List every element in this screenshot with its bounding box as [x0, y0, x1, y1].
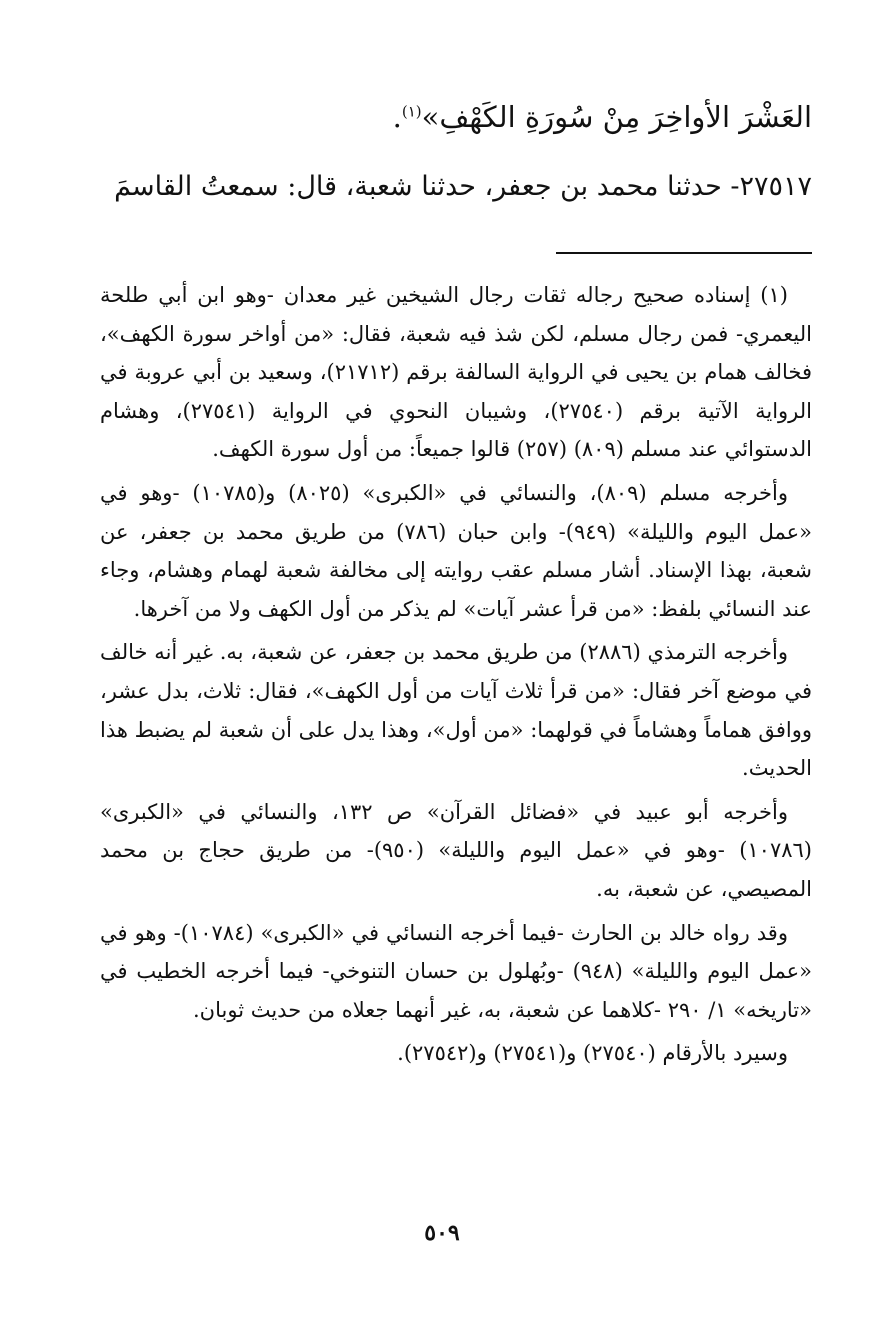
main-text-line-1-end: . [392, 100, 402, 134]
main-text-line-1-text: العَشْرَ الأواخِرَ مِنْ سُورَةِ الكَهْفِ» [421, 100, 812, 134]
page-number: ٥٠٩ [424, 1220, 460, 1246]
footnotes [100, 276, 812, 1073]
footnote-paragraph: وأخرجه مسلم (٨٠٩)، والنسائي في «الكبرى» (٨٠٢٥) و(١٠٧٨٥) -وهو في «عمل اليوم والليلة» (٩٤٩)- وابن حبان (٧٨٦) من طريق محمد بن جعفر، عن شعبة، بهذا الإسناد. أشار مسلم عقب روايته إلى مخالفة شعبة لهمام وهشام، وجاء عند النسائي بلفظ: «من قرأ عشر آيات» لم يذكر من أول الكهف ولا من آخرها. [100, 480, 812, 621]
main-text-line-1 [100, 82, 812, 152]
footnote-paragraph: وسيرد بالأرقام (٢٧٥٤٠) و(٢٧٥٤١) و(٢٧٥٤٢). [397, 1041, 788, 1066]
footnote-paragraph: وأخرجه أبو عبيد في «فضائل القرآن» ص ١٣٢، والنسائي في «الكبرى» (١٠٧٨٦) -وهو في «عمل اليوم والليلة» (٩٥٠)- من طريق حجاج بن محمد المصيصي، عن شعبة، به. [100, 799, 812, 901]
footnote-paragraph: وقد رواه خالد بن الحارث -فيما أخرجه النسائي في «الكبرى» (١٠٧٨٤)- وهو في «عمل اليوم والليلة» (٩٤٨) -وبُهلول بن حسان التنوخي- فيما أخرجه الخطيب في «تاريخه» ١/ ٢٩٠ -كلاهما عن شعبة، به، غير أنهما جعلاه من حديث ثوبان. [100, 920, 812, 1022]
footnote-paragraph: (١) إسناده صحيح رجاله ثقات رجال الشيخين غير معدان -وهو ابن أبي طلحة اليعمري- فمن رجال مسلم، لكن شذ فيه شعبة، فقال: «من أواخر سورة الكهف»، فخالف همام بن يحيى في الرواية السالفة برقم (٢١٧١٢)، وسعيد بن أبي عروبة في الرواية الآتية برقم (٢٧٥٤٠)، وشيبان النحوي في الرواية (٢٧٥٤١)، وهشام الدستوائي عند مسلم (٨٠٩) (٢٥٧) قالوا جميعاً: من أول سورة الكهف. [100, 283, 812, 462]
footnote-paragraph: وأخرجه الترمذي (٢٨٨٦) من طريق محمد بن جعفر، عن شعبة، به. غير أنه خالف في موضع آخر فقال: «من قرأ ثلاث آيات من أول الكهف»، فقال: ثلاث، بدل عشر، ووافق هماماً وهشاماً في قولهما: «من أول»، وهذا يدل على أن شعبة لم يضبط هذا الحديث. [100, 640, 812, 781]
footnote-separator [556, 252, 812, 254]
page-body [100, 82, 812, 1078]
footnote-reference: (١) [401, 102, 422, 121]
main-text-line-2: ٢٧٥١٧- حدثنا محمد بن جعفر، حدثنا شعبة، قال: سمعتُ القاسمَ [114, 171, 812, 202]
